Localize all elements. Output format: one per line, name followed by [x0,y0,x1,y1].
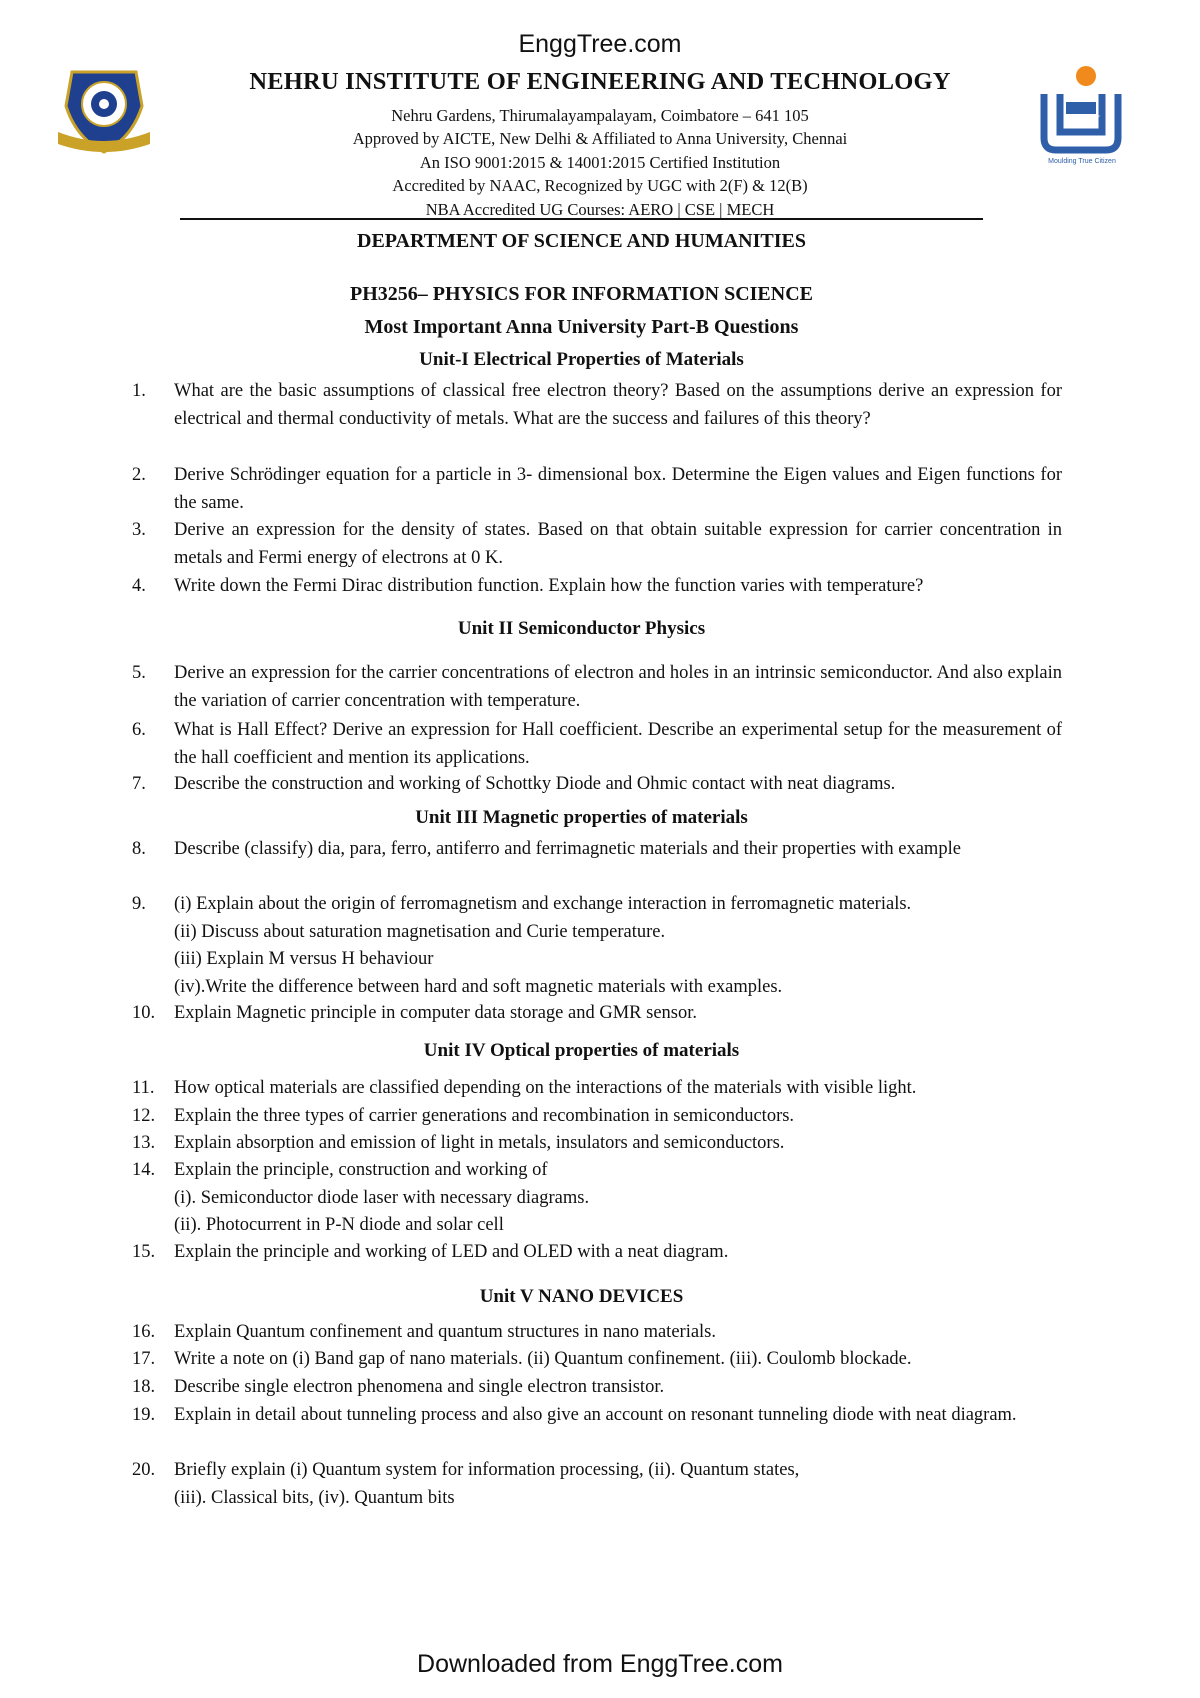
address-line: An ISO 9001:2015 & 14001:2015 Certified Institution [419,152,781,172]
site-watermark-footer: Downloaded from EnggTree.com [417,1650,783,1678]
question-item [132,1239,1062,1267]
question-number: 9. [132,894,146,914]
question-item [132,1157,1062,1240]
question-text [174,1157,1062,1240]
question-text [174,1457,1062,1512]
site-watermark-top: EnggTree.com [518,30,682,58]
question-item [132,717,1062,772]
question-number: 11. [132,1078,155,1098]
question-number: 8. [132,839,146,859]
question-number: 14. [132,1160,156,1180]
question-item [132,1103,1062,1131]
address-line: Approved by AICTE, New Delhi & Affiliated to Anna University, Chennai [352,129,848,149]
question-number: 16. [132,1322,156,1342]
question-item [132,1402,1062,1430]
address-line: NBA Accredited UG Courses: AERO | CSE | MECH [425,199,775,219]
header-divider [180,218,983,220]
address-line: Accredited by NAAC, Recognized by UGC with 2(F) & 12(B) [392,176,808,196]
question-subpart: (ii). Photocurrent in P-N diode and solar cell [174,1215,504,1235]
question-subpart: (iii) Explain M versus H behaviour [174,949,434,969]
unit-heading: Unit III Magnetic properties of materials [415,807,748,828]
question-text: What is Hall Effect? Derive an expression for Hall coefficient. Describe an experimental setup for the measurement of the hall coefficient and mention its applications. [174,720,1062,768]
question-item [132,1130,1062,1158]
question-number: 10. [132,1003,156,1023]
department-title: DEPARTMENT OF SCIENCE AND HUMANITIES [357,230,806,252]
question-text: Explain absorption and emission of light in metals, insulators and semiconductors. [174,1133,785,1153]
nehru-group-logo [1036,64,1128,176]
document-subtitle: Most Important Anna University Part-B Questions [364,316,799,338]
question-number: 13. [132,1133,156,1153]
question-number: 4. [132,576,146,596]
question-subpart: (ii) Discuss about saturation magnetisation and Curie temperature. [174,921,666,942]
question-subpart: (i) Explain about the origin of ferromagnetism and exchange interaction in ferromagnetic materials. [174,894,912,914]
question-item [132,891,1062,1001]
question-text: How optical materials are classified depending on the interactions of the materials with visible light. [174,1078,917,1098]
institute-emblem-logo [52,66,156,158]
question-text: Explain in detail about tunneling process and also give an account on resonant tunneling diode with neat diagram. [174,1405,1017,1425]
question-subpart: (i). Semiconductor diode laser with necessary diagrams. [174,1187,590,1208]
question-text: Derive an expression for the density of states. Based on that obtain suitable expression for carrier concentration in metals and Fermi energy of electrons at 0 K. [174,520,1062,568]
question-number: 12. [132,1106,156,1126]
question-number: 18. [132,1377,156,1397]
unit-heading: Unit II Semiconductor Physics [457,618,706,639]
question-item [132,1346,1062,1374]
logo-caption: Moulding True Citizen [1048,158,1116,165]
question-number: 19. [132,1405,156,1425]
unit-heading: Unit-I Electrical Properties of Materials [419,349,744,370]
question-number: 15. [132,1242,156,1262]
question-text: What are the basic assumptions of classical free electron theory? Based on the assumptions derive an expression for electrical and thermal conductivity of metals. What are the success and failures of this theory? [174,381,1062,429]
institute-name: NEHRU INSTITUTE OF ENGINEERING AND TECHNOLOGY [249,68,951,95]
question-text: Describe the construction and working of Schottky Diode and Ohmic contact with neat diagrams. [174,774,896,794]
question-text: Derive an expression for the carrier concentrations of electron and holes in an intrinsic semiconductor. And also explain the variation of carrier concentration with temperature. [174,663,1062,711]
question-number: 17. [132,1349,156,1369]
question-item [132,836,1062,864]
question-item [132,660,1062,715]
question-item [132,771,1062,799]
question-text: Explain Quantum confinement and quantum structures in nano materials. [174,1322,717,1342]
question-subpart: (iii). Classical bits, (iv). Quantum bits [174,1487,455,1508]
question-number: 6. [132,720,146,740]
question-item [132,1000,1062,1028]
question-text: Describe (classify) dia, para, ferro, antiferro and ferrimagnetic materials and their properties with example [174,839,961,859]
question-text: Derive Schrödinger equation for a particle in 3- dimensional box. Determine the Eigen values and Eigen functions for the same. [174,465,1062,513]
question-number: 1. [132,381,146,401]
question-text: Describe single electron phenomena and single electron transistor. [174,1377,665,1397]
course-title: PH3256– PHYSICS FOR INFORMATION SCIENCE [350,283,813,305]
question-number: 3. [132,520,146,540]
question-item [132,517,1062,572]
question-text [174,891,1062,1001]
question-number: 20. [132,1460,156,1480]
institute-address [160,104,1040,221]
question-item [132,462,1062,517]
question-item [132,1374,1062,1402]
question-text: Explain the three types of carrier generations and recombination in semiconductors. [174,1106,795,1126]
question-text: Write down the Fermi Dirac distribution function. Explain how the function varies with temperature? [174,576,924,596]
question-number: 2. [132,465,146,485]
question-text: Explain Magnetic principle in computer data storage and GMR sensor. [174,1003,698,1023]
question-item [132,378,1062,433]
question-number: 5. [132,663,146,683]
question-text: Explain the principle and working of LED and OLED with a neat diagram. [174,1242,729,1262]
question-item [132,573,1062,601]
unit-heading: Unit IV Optical properties of materials [423,1040,740,1061]
question-item [132,1319,1062,1347]
question-number: 7. [132,774,146,794]
logo-tag-text: NEHRU GROUP OF INSTITUTIONS [1063,114,1101,124]
address-line: Nehru Gardens, Thirumalayampalayam, Coimbatore – 641 105 [391,106,809,125]
question-subpart: Explain the principle, construction and working of [174,1160,548,1180]
question-text: Write a note on (i) Band gap of nano materials. (ii) Quantum confinement. (iii). Coulomb blockade. [174,1349,912,1369]
question-item [132,1075,1062,1103]
question-subpart: (iv).Write the difference between hard and soft magnetic materials with examples. [174,976,783,997]
unit-heading: Unit V NANO DEVICES [479,1286,684,1307]
question-item [132,1457,1062,1512]
question-subpart: Briefly explain (i) Quantum system for information processing, (ii). Quantum states, [174,1460,800,1480]
